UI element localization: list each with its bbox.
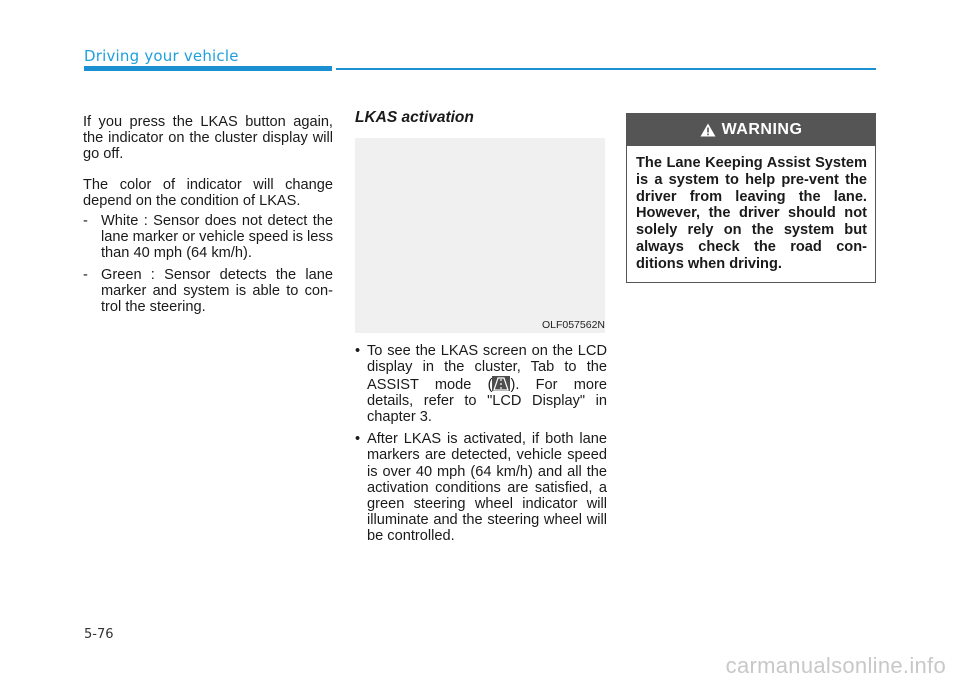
warning-text: The Lane Keeping Assist System is a system to help pre-vent the driver from leaving the lane. However, the driver should not solely rely on the system but always check the road con-ditions when driving. <box>636 155 867 272</box>
bullet-text-start: To see the LKAS screen on the LCD display in the cluster, Tab to the ASSIST mode ( <box>367 343 607 393</box>
subsection-heading: LKAS activation <box>355 109 474 126</box>
page-number: 5-76 <box>84 627 114 642</box>
warning-title: WARNING <box>721 120 803 138</box>
warning-header <box>627 114 875 146</box>
left-column <box>83 114 333 320</box>
middle-column <box>355 110 607 551</box>
bullet-text: After LKAS is activated, if both lane markers are detected, vehicle speed is over 40 mph (64 km/h) and all the activation conditions are satisfied, a green steering wheel indicator will illuminate and the steering wheel will be controlled. <box>367 431 607 545</box>
list-item-text: Green : Sensor detects the lane marker and system is able to con-trol the steering. <box>101 266 333 316</box>
watermark: carmanualsonline.info <box>725 653 946 678</box>
list-item <box>355 343 607 425</box>
bullet-text-end: ). For more details, refer to "LCD Display" in chapter 3. <box>367 376 607 426</box>
warning-triangle-icon <box>700 123 716 137</box>
list-item-text: White : Sensor does not detect the lane marker or vehicle speed is less than 40 mph (64 km/h). <box>101 213 333 262</box>
paragraph-indicator-color: The color of indicator will change depend on the condition of LKAS. <box>83 176 333 209</box>
section-title: Driving your vehicle <box>84 47 239 65</box>
list-item <box>83 213 333 262</box>
dash-marker: - <box>83 213 88 230</box>
list-item <box>83 267 333 316</box>
figure-code: OLF057562N <box>541 319 605 331</box>
activation-bullet-list <box>355 343 607 544</box>
header-rule-thin <box>336 68 876 70</box>
color-condition-list <box>83 213 333 315</box>
bullet-marker: • <box>355 343 361 360</box>
header-rule-thick <box>84 66 332 71</box>
bullet-marker: • <box>355 431 361 448</box>
road-lane-icon <box>492 376 510 391</box>
list-item <box>355 431 607 544</box>
paragraph-indicator-off: If you press the LKAS button again, the indicator on the cluster display will go off. <box>83 114 333 163</box>
warning-box <box>626 113 876 283</box>
right-column <box>626 113 876 283</box>
dash-marker: - <box>83 266 88 283</box>
lkas-figure <box>355 138 605 333</box>
